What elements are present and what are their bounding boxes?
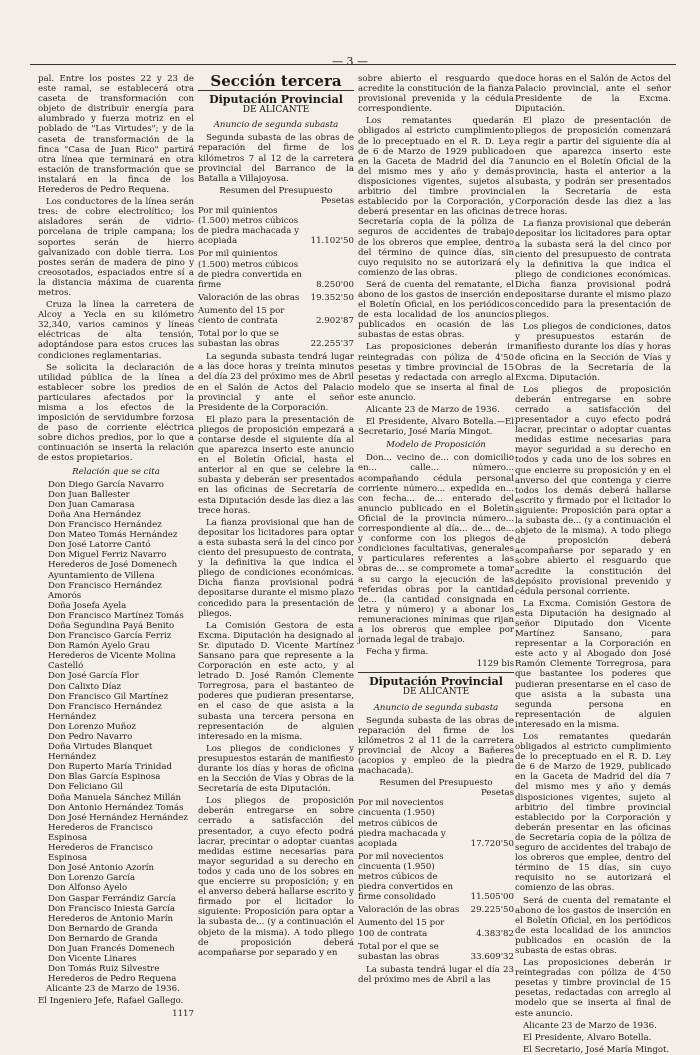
- list-item: Herederos de Antonio Marín: [48, 913, 173, 924]
- paragraph: La fianza provisional que deberán depositar los licitadores para optar a la subasta será la del cinco por ciento del presupuesto de contrata y la definitiva la que indica el pliego de condiciones económicas. Dicha fianza provisional podrá depositarse durante el mismo plazo concedido para la presentación de pliegos.: [515, 219, 671, 321]
- institution-subtitle: DE ALICANTE: [242, 105, 310, 116]
- budget-heading: Resumen del Presupuesto: [219, 185, 333, 196]
- paragraph: La subasta tendrá lugar el día 23 del próximo mes de Abril a las: [358, 964, 514, 985]
- list-item: Doña Segundina Payá Benito: [48, 620, 175, 631]
- owner-list: [38, 480, 194, 985]
- paragraph: Los rematantes quedarán obligados al estricto cumplimiento de lo preceptuado en el R. D. Ley de 6 de Marzo de 1929, publicado en la Gaceta de Madrid del día 7 del mismo mes y año y demás disposiciones vigentes, sujeto al arbitrio del timbre provincial establecido por la Corporación y deberán presentar en las oficinas de Secretaría copia de la póliza de seguro de accidentes del trabajo de los obreros que emplee, dentro del término de 15 días, sin cuyo requisito no se autorizará el comienzo de las obras.: [515, 732, 671, 894]
- budget-item-label: Total por lo que se subastan las obras: [198, 329, 280, 350]
- list-item: Don José Latorre Cantó: [48, 540, 151, 551]
- budget-table: [358, 798, 514, 961]
- paragraph: Las proposiciones deberán ir reintegradas con póliza de 4'50 pesetas y timbre provincial de 15 pesetas y redactada con arreglo al modelo que se inserta al final de este anuncio.: [358, 342, 514, 403]
- list-item: Herederos de Pedro Requena: [48, 974, 177, 985]
- paragraph: La segunda subasta tendrá lugar a las doce horas y treinta minutos del día 23 del próximo mes de Abril en el Salón de Actos del Palacio provincial y ante el señor Presidente de la Corporación.: [198, 352, 354, 413]
- budget-item-label: Aumento del 15 por ciento de contrata: [198, 305, 285, 326]
- list-item: Don Lorenzo García: [48, 873, 136, 884]
- list-item: Don Francisco Iniesta García: [48, 903, 176, 914]
- paragraph: Los pliegos de condiciones, datos y presupuestos estarán de manifiesto durante los días y horas de oficina en la Sección de Vías y Obras de la Secretaría de la Excma. Diputación.: [515, 322, 671, 383]
- signature: El Presidente, Alvaro Botella.: [523, 1032, 652, 1043]
- budget-item-value: 2.902'87: [316, 315, 354, 326]
- list-item: Don José García Flor: [48, 671, 139, 682]
- list-item: Don José Hernández Hernández: [48, 812, 188, 823]
- budget-row: [358, 905, 514, 915]
- budget-item-label: Por mil quinientos (1.500) metros cúbicos de piedra machacada y acopiada: [198, 206, 300, 247]
- list-item: Don Miguel Ferriz Navarro: [48, 550, 167, 561]
- currency-label: Pesetas: [481, 788, 514, 799]
- budget-item-value: 11.505'00: [470, 892, 514, 903]
- budget-row: [198, 206, 354, 246]
- institution-subtitle: DE ALICANTE: [402, 687, 470, 698]
- ad-number: 1117: [172, 1008, 194, 1019]
- budget-item-label: Por mil novecientos cincuenta (1.950) metros cúbicos de piedra convertidos en firme consolidado: [358, 851, 454, 903]
- budget-row: [358, 942, 514, 962]
- signature: El Secretario, José María Mingot.: [523, 1044, 670, 1055]
- notice-title: Anuncio de segunda subasta: [213, 120, 339, 131]
- paragraph: pal. Entre los postes 22 y 23 de este ramal, se establecerá otra caseta de transformación con objeto de distribuir energía para alumbrado y fuerza motriz en el poblado de "Las Virtudes"; y de la caseta de transformación de la finca "Casa de Juan Rico" partirá otra línea que terminará en otra estación de transformación que se instalará en la finca de los Herederos de Pedro Requena.: [38, 74, 194, 196]
- budget-item-value: 22.255'37: [310, 339, 354, 350]
- budget-item-label: Por mil quinientos (1.500) metros cúbicos de piedra convertida en firme: [198, 249, 302, 290]
- budget-row: [198, 329, 354, 349]
- paragraph: sobre abierto el resguardo que acredite la constitución de la fianza provisional prevenida y la cédula correspondiente.: [358, 74, 514, 115]
- paragraph: El plazo de presentación de pliegos de proposición comenzará a regir a partir del siguiente día al en que aparezca inserto este anuncio en el Boletín Oficial de la provincia, hasta el anterior a la subasta, y podrán ser presentados en la Secretaría de esta Corporación desde las diez a las trece horas.: [515, 116, 671, 218]
- list-item: Don Alfonso Ayelo: [48, 883, 128, 894]
- list-item: Don Feliciano Gil: [48, 782, 123, 793]
- budget-row: [358, 852, 514, 902]
- list-item: Don Antonio Hernández Tomás: [48, 802, 184, 813]
- paragraph: Será de cuenta del rematante el abono de los gastos de inserción en el Boletín Oficial, en los periódicos de esta localidad de los anuncios publicados en ocasión de la subasta de estas obras.: [515, 895, 671, 956]
- date-line: Alicante 23 de Marzo de 1936.: [523, 1020, 657, 1031]
- paragraph: La Comisión Gestora de esta Excma. Diputación ha designado al Sr. diputado D. Vicente Martínez Sansano para que represente a la Corporación en este acto, y al letrado D. José Ramón Clemente Torregrosa, para el bastanteo de poderes que pudieran presentarse, en el caso de que asista a la subasta una tercera persona en representación de alguien interesado en la misma.: [198, 620, 354, 742]
- list-item: Don Juan Ballester: [48, 489, 130, 500]
- institution-title: Diputación Provincial: [209, 93, 343, 107]
- paragraph: Segunda subasta de las obras de reparación del firme de los kilómetros 7 al 12 de la carretera provincial del Barranco de la Batalla a Villajoyosa.: [198, 133, 354, 184]
- paragraph: La Excma. Comisión Gestora de esta Diputación ha designado al señor Diputado don Vicente Martínez Sansano, para representar a la Corporación en este acto y al Abogado don José Ramón Clemente Torregrosa, para que bastantee los poderes que pudieran presentarse en el caso de que asista a la subasta una segunda persona en representación de alguien interesado en la misma.: [515, 598, 671, 730]
- budget-item-value: 17.720'50: [470, 838, 514, 849]
- column-1: [38, 74, 194, 1019]
- page-number: — 3 —: [332, 55, 368, 68]
- budget-item-label: Total por el que se subastan las obras: [358, 941, 440, 962]
- budget-item-value: 33.609'32: [470, 951, 514, 962]
- budget-row: [198, 306, 354, 326]
- budget-item-value: 11.102'50: [310, 236, 354, 247]
- list-item: Don Gaspar Ferrándiz García: [48, 893, 176, 904]
- notice-title: Anuncio de segunda subasta: [373, 702, 499, 713]
- budget-row: [358, 918, 514, 938]
- list-heading: Relación que se cita: [72, 466, 160, 477]
- paragraph: Cruza la línea la carretera de Alcoy a Yecla en su kilómetro 32,340, varios caminos y líneas eléctricas de alta tensión, adoptándose para estos cruces las condiciones reglamentarias.: [38, 300, 194, 361]
- budget-item-value: 8.250'00: [316, 279, 354, 290]
- paragraph: Segunda subasta de las obras de reparación del firme de los kilómetros 2 al 11 de la carretera provincial de Alcoy a Bañeres (acopios y empleo de la piedra machacada).: [358, 715, 514, 777]
- budget-table: [198, 206, 354, 349]
- paragraph: Será de cuenta del rematante, el abono de los gastos de inserción en el Boletín Oficial, en los periódicos de esta localidad de los anuncios publicados en ocasión de las subastas de estas obras.: [358, 279, 514, 341]
- paragraph: El plazo para la presentación de pliegos de proposición empezará a contarse desde el siguiente día al que aparezca inserto este anuncio en el Boletín Oficial, hasta el anterior al en que se celebre la subasta y deberán ser presentados en las oficinas de Secretaría de esta Diputación desde las diez a las trece horas.: [198, 414, 354, 516]
- institution-title: Diputación Provincial: [369, 675, 503, 689]
- paragraph: Don... vecino de... con domicilio en... calle... número... acompañando cédula personal corriente número... expedida en... con fecha... de... enterado del anuncio publicado en el Boletín Oficial de la provincia número... correspondiente al día... de... de... y conforme con los pliegos de condiciones facultativas, generales y particulares referentes a las obras de... se compromete a tomar a su cargo la ejecución de las referidas obras por la cantidad de... (la cantidad consignada en letra y número) y a abonar los remuneraciones mínimas que rijan a los obreros que emplee por jornada legal de trabajo.: [358, 453, 514, 646]
- budget-heading: Resumen del Presupuesto: [379, 778, 493, 789]
- list-item: Don Bernardo de Granda: [48, 923, 158, 934]
- list-item: Ayuntamiento de Villena: [48, 570, 155, 581]
- paragraph: Los pliegos de condiciones y presupuestos estarán de manifiesto durante los días y horas de oficina en la Sección de Vías y Obras de la Secretaría de esta Diputación.: [198, 743, 354, 795]
- paragraph: Las proposiciones deberán ir reintegradas con póliza de 4'50 pesetas y timbre provincial de 15 pesetas, redactadas con arreglo al modelo que se inserta al final de este anuncio.: [515, 958, 671, 1019]
- budget-item-value: 19.352'50: [310, 292, 354, 303]
- list-item: Herederos de José Domenech: [48, 560, 178, 571]
- list-item: Don Francisco Hernández: [48, 520, 162, 531]
- paragraph: Los pliegos de proposición deberán entregarse en sobre cerrado a satisfacción del presentador, a cuyo efecto podrá lacrar, precintar o adoptar cuantas medidas estime necesarias para mayor seguridad a su derecho en todos y cada uno de los sobres en que encierre su proposición; y en el anverso deberá hallarse escrito y firmado por el licitador lo siguiente: Proposición para optar a la subasta de... (y a continuación el objeto de la misma). A todo pliego de proposición deberá acompañarse por separado y en: [198, 796, 354, 958]
- budget-item-value: 29.225'50: [470, 905, 514, 916]
- budget-item-label: Aumento del 15 por 100 de contrata: [358, 918, 445, 939]
- budget-item-label: Valoración de las obras: [358, 905, 460, 916]
- list-item: Don Ruperto María Trinidad: [48, 762, 173, 773]
- paragraph: Los pliegos de proposición deberán entregarse en sobre cerrado a satisfacción del presentador a cuyo efecto podrá lacrar, precintar o adoptar cuantas medidas estime necesarias para mayor seguridad a su derecho en todos y cada uno de los sobres en que encierre su proposición y en el anverso del que contenga y cierre todos los demás deberá hallarse escrito y firmado por el licitador lo siguiente: Proposición para optar a la subasta de... (y a continuación el objeto de la misma). A todo pliego de proposición deberá acompañarse por separado y en sobre abierto el resguardo que acredite la constitución del depósito provisional prevenido y cédula personal corriente.: [515, 384, 671, 597]
- divider: [358, 672, 514, 673]
- column-2: [198, 74, 354, 1004]
- list-item: Don Lorenzo Muñoz: [48, 721, 136, 732]
- list-item: Doña Josefa Ayela: [48, 600, 127, 611]
- list-item: Don Pedro Navarro: [48, 732, 133, 742]
- currency-label: Pesetas: [321, 195, 354, 206]
- model-heading: Modelo de Proposición: [386, 440, 486, 451]
- list-item: Don Diego García Navarro: [48, 479, 164, 490]
- list-item: Don Calixto Díaz: [48, 681, 122, 692]
- date-line: Alicante 23 de Marzo de 1936.: [366, 405, 500, 415]
- column-3: [358, 74, 514, 1004]
- paragraph: Los rematantes quedarán obligados al estricto cumplimiento de lo preceptuado en el R. D. Ley de 6 de Marzo de 1929 publicado en la Gaceta de Madrid del día 7 del mismo mes y año y demás disposiciones vigentes, sujetos al arbitrio del timbre provincial establecido por la Corporación, y deberá presentar en las oficinas de Secretaría copia de la póliza de seguros de accidentes de trabajo de los obreros que emplee, dentro del término de quince días, sin cuyo requisito no se autorizará el comienzo de las obras.: [358, 116, 514, 278]
- paragraph: doce horas en el Salón de Actos del Palacio provincial, ante el señor Presidente de la Excma. Diputación.: [515, 74, 671, 115]
- list-item: Don Juan Francés Domenech: [48, 943, 175, 954]
- column-4: [515, 74, 671, 1055]
- list-item: Don Ramón Ayelo Grau: [48, 641, 150, 652]
- list-item: Herederos de Francisco Espinosa: [48, 822, 153, 843]
- budget-item-label: Por mil novecientos cincuenta (1.950) metros cúbicos de piedra machacada y acopiada: [358, 798, 446, 849]
- signature: El Presidente, Alvaro Botella.—El Secretario, José María Mingot.: [358, 417, 514, 438]
- budget-item-label: Valoración de las obras: [198, 292, 300, 303]
- list-item: Don Francisco Gil Martínez: [48, 691, 169, 702]
- list-item: Don Francisco Hernández Amorós: [48, 580, 162, 601]
- date-line: Alicante 23 de Marzo de 1936.: [46, 984, 180, 995]
- list-item: Doña Manuela Sánchez Millán: [48, 792, 182, 803]
- list-item: Don Francisco García Ferriz: [48, 631, 172, 642]
- budget-row: [198, 293, 354, 303]
- budget-item-value: 4.383'82: [476, 928, 514, 939]
- section-title: Sección tercera: [210, 72, 342, 90]
- list-item: Don Francisco Martínez Tomás: [48, 610, 184, 621]
- paragraph: Los conductores de la línea serán tres: de cobre electrolítico; los aisladores serán de vidrio-porcelana de triple campana; los soportes serán de hierro galvanizado con doble tierra. Los postes serán de madera de pino y creosotados, espaciados entre sí a la distancia máxima de cuarenta metros.: [38, 197, 194, 298]
- budget-row: [198, 249, 354, 289]
- list-item: Don Mateo Tomás Hernández: [48, 530, 178, 541]
- ad-number: 1129 bis: [476, 659, 514, 670]
- fecha-firma: Fecha y firma.: [366, 647, 429, 658]
- list-item: Don Vicente Linares: [48, 954, 137, 965]
- list-item: Doña Virtudes Blanquet Hernández: [48, 742, 153, 763]
- list-item: Don Francisco Hernández Hernández: [48, 701, 162, 722]
- list-item: Don José Antonio Azorín: [48, 863, 155, 874]
- list-item: Don Blas García Espinosa: [48, 772, 161, 783]
- list-item: Don Tomás Ruiz Silvestre: [48, 964, 160, 975]
- list-item: Herederos de Francisco Espinosa: [48, 843, 153, 864]
- list-item: Herederos de Vicente Molina Castelló: [48, 651, 176, 672]
- paragraph: La fianza provisional que han de depositar los licitadores para optar a esta subasta será la del cinco por ciento del presupuesto de contrata, y la definitiva la que indica el pliego de condiciones económicas. Dicha fianza provisional podrá depositarse durante el mismo plazo concedido para la presentación de pliegos.: [198, 517, 354, 619]
- header-rule: [30, 64, 676, 65]
- budget-row: [358, 798, 514, 848]
- list-item: Don Bernardo de Granda: [48, 933, 158, 944]
- list-item: Don Juan Camarasa: [48, 499, 135, 510]
- divider: [198, 90, 354, 91]
- list-item: Doña Ana Hernández: [48, 509, 142, 520]
- paragraph: Se solicita la declaración de utilidad pública de la línea a establecer sobre los predios de particulares afectados por la misma a los efectos de la imposición de servidumbre forzosa de paso de corriente eléctrica sobre dichos predios, por lo que a continuación se inserta la relación de estos propietarios.: [38, 362, 194, 464]
- signature: El Ingeniero Jefe, Rafael Gallego.: [38, 996, 184, 1007]
